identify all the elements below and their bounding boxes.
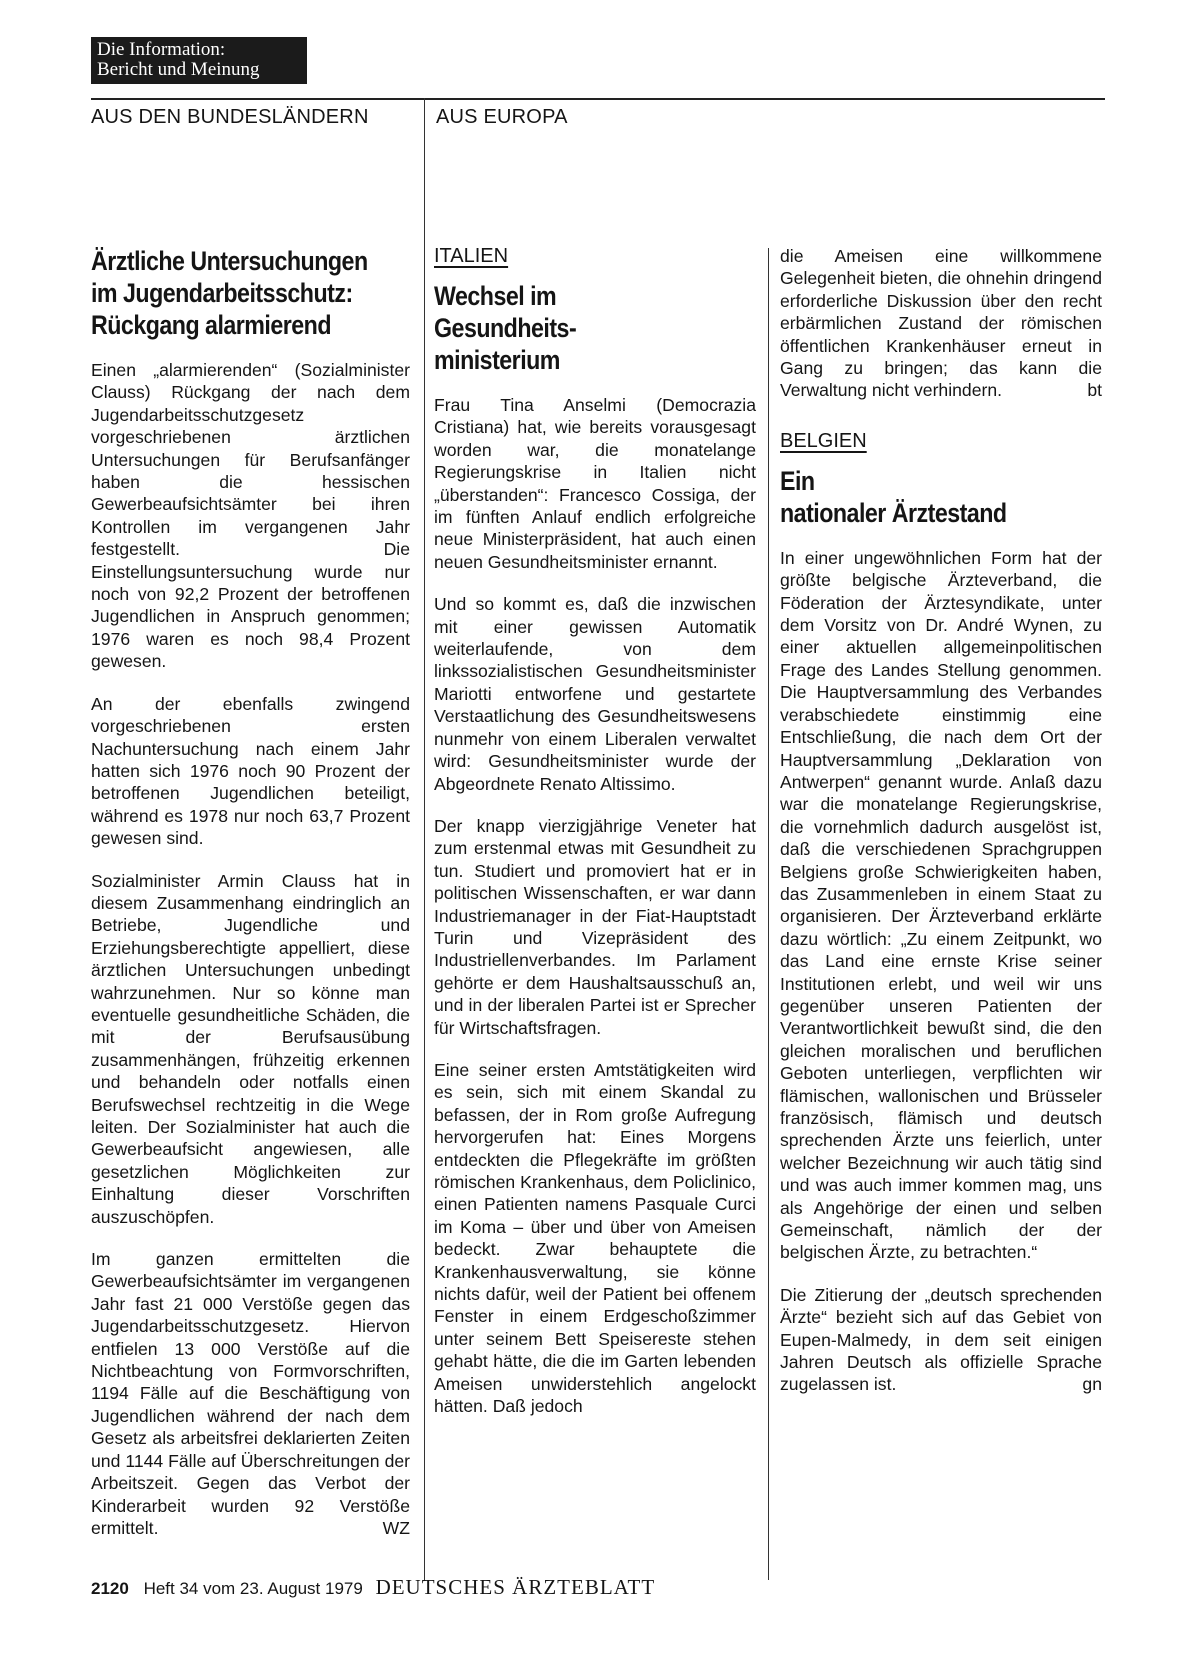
paragraph: Einen „alarmierenden“ (Sozialminister Clauss) Rückgang der nach dem Jugendarbeitsschutzgesetz vorgeschriebenen ärztlichen Untersuchungen für Berufsanfänger haben die hessischen Gewerbeaufsichtsämter bei ihren Kontrollen im vergangenen Jahr festgestellt. Die Einstellungsuntersuchung wurde nur noch von 92,2 Prozent der betroffenen Jugendlichen in Anspruch genommen; 1976 waren es noch 98,4 Prozent gewesen. bbox=[91, 360, 410, 672]
paragraph-last: Im ganzen ermittelten die Gewerbeaufsichtsämter im vergangenen Jahr fast 21 000 Verstöße gegen das Jugendarbeitsschutzgesetz. Hiervon entfielen 13 000 Verstöße auf die Nichtbeachtung von Formvorschriften, 1194 Fälle auf die Beschäftigung von Jugendlichen während der nach dem Gesetz als arbeitsfrei deklarierten Zeiten und 1144 Fälle auf Überschreitungen der Arbeitszeit. Gegen das Verbot der Kinderarbeit wurden 92 Verstöße ermittelt. WZ bbox=[91, 1249, 410, 1538]
column-divider-2 bbox=[768, 248, 769, 1580]
header-rule bbox=[91, 98, 1105, 100]
column-divider-1 bbox=[424, 98, 425, 1580]
section-label-right: AUS EUROPA bbox=[436, 106, 568, 128]
article-title: Ein nationaler Ärztestand bbox=[780, 465, 1007, 528]
article-italien bbox=[434, 245, 756, 1437]
article-jugendarbeitsschutz bbox=[91, 245, 410, 1559]
masthead-line1: Die Information: bbox=[97, 39, 226, 60]
article-belgien bbox=[780, 245, 1102, 1416]
paragraph: Sozialminister Armin Clauss hat in diesem Zusammenhang eindringlich an Betriebe, Jugendliche und Erziehungsberechtigte appelliert, diese ärztlichen Untersuchungen unbedingt wahrzunehmen. Nur so könne man eventuelle gesundheitliche Schäden, die mit der Berufsausübung zusammenhängen, frühzeitig erkennen und behandeln oder notfalls einen Berufswechsel rechtzeitig in die Wege leiten. Der Sozialminister hat auch die Gewerbeaufsicht angewiesen, alle gesetzlichen Möglichkeiten zur Einhaltung dieser Vorschriften auszuschöpfen. bbox=[91, 870, 410, 1227]
article-title: Wechsel im Gesundheits- ministerium bbox=[434, 281, 577, 375]
paragraph: In einer ungewöhnlichen Form hat der größte belgische Ärzteverband, die Föderation der Ärztesyndikate, unter dem Vorsitz von Dr. André Wynen, zu einer aktuellen allgemeinpolitischen Frage des Landes Stellung genommen. Die Hauptversammlung des Verbandes verabschiedete einstimmig eine Entschließung, die nach dem Ort der Hauptversammlung „Deklaration von Antwerpen“ genannt wurde. Anlaß dazu war die monatelange Regierungskrise, die vornehmlich dadurch ausgelöst ist, daß die verschiedenen Sprachgruppen Belgiens große Schwierigkeiten haben, das Zusammenleben in einem Staat zu organisieren. Der Ärzteverband erklärte dazu wörtlich: „Zu einem Zeitpunkt, wo das Land eine ernste Krise seiner Institutionen erlebt, und weil wir uns gegenüber unseren Patienten der Verantwortlichkeit bewußt sind, die den gleichen moralischen und beruflichen Geboten unterliegen, verpflichten wir flämischen, wallonischen und Brüsseler französisch, flämisch und deutsch sprechenden Ärzte uns feierlich, unter welcher Bezeichnung wir auch tätig sind und was auch immer kommen mag, uns als Angehörige der einen und selben Gemeinschaft, nämlich der der belgischen Ärzte, zu betrachten.“ bbox=[780, 547, 1102, 1263]
author-signature: gn bbox=[1082, 1374, 1102, 1395]
author-signature: bt bbox=[1087, 380, 1102, 401]
paragraph-continuation: die Ameisen eine willkommene Gelegenheit bieten, die ohnehin dringend erforderliche Diskussion über den recht erbärmlichen Zustand der römischen öffentlichen Krankenhäuser erneut in Gang zu bringen; das kann die Verwaltung nicht verhindern. bt bbox=[780, 246, 1102, 401]
paragraph: Und so kommt es, daß die inzwischen mit einer gewissen Automatik weiterlaufende, von dem linkssozialistischen Gesundheitsminister Mariotti entworfene und gestartete Verstaatlichung des Gesundheitswesens nunmehr von einem Liberalen verwaltet wird: Gesundheitsminister wurde der Abgeordnete Renato Altissimo. bbox=[434, 594, 756, 794]
paragraph-last: Die Zitierung der „deutsch sprechenden Ärzte“ bezieht sich auf das Gebiet von Eupen-Malmedy, in dem seit einigen Jahren Deutsch als offizielle Sprache zugelassen ist. gn bbox=[780, 1284, 1102, 1395]
masthead-line2: Bericht und Meinung bbox=[97, 59, 260, 80]
masthead bbox=[91, 37, 307, 84]
author-signature: WZ bbox=[382, 1517, 410, 1538]
paragraph: Eine seiner ersten Amtstätigkeiten wird es sein, sich mit einem Skandal zu befassen, der in Rom große Aufregung hervorgerufen hat: Eines Morgens entdeckten die Pflegekräfte im größten römischen Krankenhaus, dem Policlinico, einen Patienten namens Pasquale Curci im Koma – über und über von Ameisen bedeckt. Zwar behauptete die Krankenhausverwaltung, sie könne nichts dafür, weil der Patient bei offenem Fenster in einem Erdgeschoßzimmer unter seinem Bett Speisereste stehen gehabt hätte, die die im Garten lebenden Ameisen unwiderstehlich angelockt hätten. Daß jedoch bbox=[434, 1059, 756, 1417]
page-footer bbox=[91, 1575, 655, 1600]
issue-info: Heft 34 vom 23. August 1979 bbox=[143, 1579, 363, 1598]
paragraph: Frau Tina Anselmi (Democrazia Cristiana) hat, wie bereits vorausgesagt worden war, die monatelange Regierungskrise in Italien nicht „überstanden“: Francesco Cossiga, der im fünften Anlauf endlich erfolgreiche neue Ministerpräsident, hat auch einen neuen Gesundheitsminister ernannt. bbox=[434, 395, 756, 572]
country-kicker: BELGIEN bbox=[780, 429, 867, 452]
article-title: Ärztliche Untersuchungen im Jugendarbeitsschutz: Rückgang alarmierend bbox=[91, 246, 368, 340]
section-label-left: AUS DEN BUNDESLÄNDERN bbox=[91, 106, 369, 128]
magazine-name: DEUTSCHES ÄRZTEBLATT bbox=[375, 1575, 656, 1599]
page-number: 2120 bbox=[91, 1579, 129, 1598]
paragraph: Der knapp vierzigjährige Veneter hat zum erstenmal etwas mit Gesundheit zu tun. Studiert und promoviert hat er in politischen Wissenschaften, er war dann Industriemanager in der Fiat-Hauptstadt Turin und Vizepräsident des Industriellenverbandes. Im Parlament gehörte er dem Haushaltsausschuß an, und in der liberalen Partei ist er Sprecher für Wirtschaftsfragen. bbox=[434, 815, 756, 1038]
paragraph: An der ebenfalls zwingend vorgeschriebenen ersten Nachuntersuchung nach einem Jahr hatten sich 1976 noch 90 Prozent der betroffenen Jugendlichen beteiligt, während es 1978 nur noch 63,7 Prozent gewesen sind. bbox=[91, 693, 410, 849]
country-kicker: ITALIEN bbox=[434, 245, 509, 267]
